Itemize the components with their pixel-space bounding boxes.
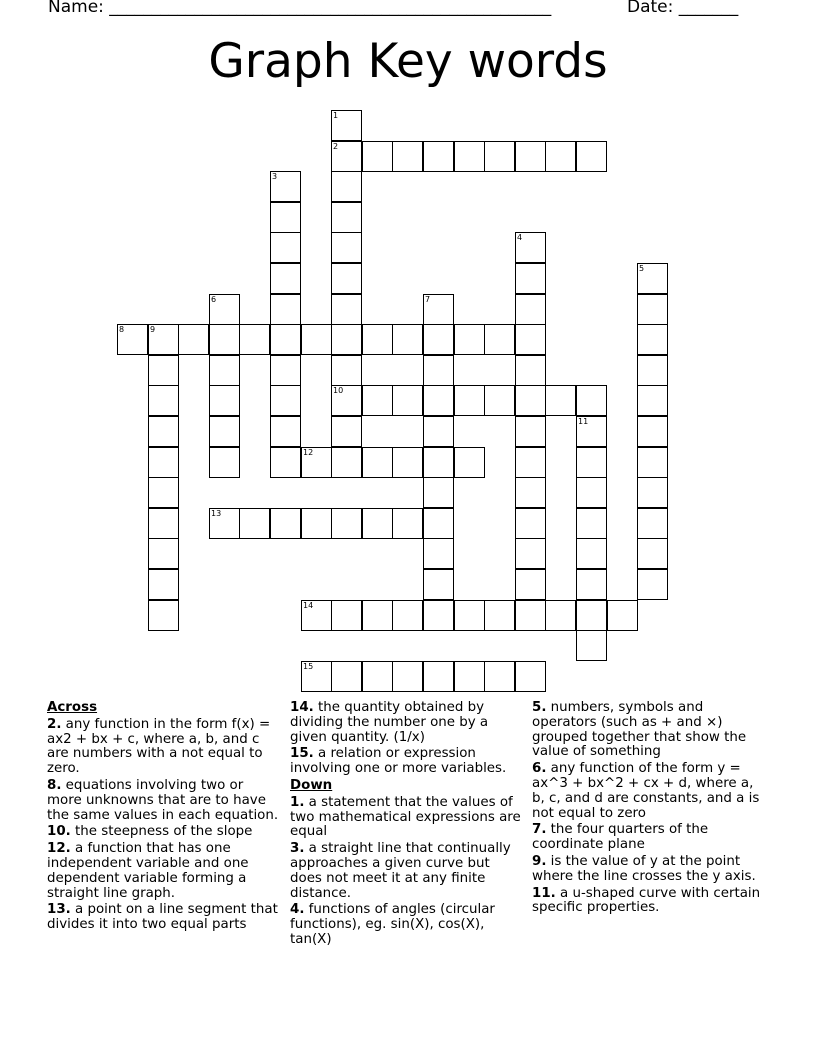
crossword-cell[interactable]: [148, 447, 179, 478]
clue-number: 2: [333, 142, 339, 151]
crossword-cell[interactable]: [362, 661, 393, 692]
crossword-cell[interactable]: [239, 508, 270, 539]
crossword-cell[interactable]: [576, 600, 607, 631]
crossword-cell[interactable]: [545, 385, 576, 416]
crossword-cell[interactable]: [301, 661, 332, 692]
clue-text: a u-shaped curve with certain specific properties.: [532, 885, 761, 916]
crossword-cell[interactable]: [148, 385, 179, 416]
crossword-cell[interactable]: [209, 324, 240, 355]
clue-number: 14: [303, 601, 314, 610]
clue-text: equations involving two or more unknowns that are to have the same values in each equation.: [47, 777, 279, 823]
clue-number-label: 14.: [290, 700, 314, 715]
crossword-cell[interactable]: [454, 385, 485, 416]
clue-item: [47, 842, 281, 901]
crossword-cell[interactable]: [392, 385, 423, 416]
clue-number: 3: [272, 172, 278, 181]
clue-number: 11: [578, 417, 589, 426]
name-field-label: Name: ____________________________________________________: [48, 0, 552, 17]
crossword-cell[interactable]: [362, 141, 393, 172]
crossword-cell[interactable]: [423, 477, 454, 508]
crossword-cell[interactable]: [301, 600, 332, 631]
crossword-cell[interactable]: [637, 416, 668, 447]
crossword-cell[interactable]: [484, 324, 515, 355]
crossword-cell[interactable]: [331, 508, 362, 539]
crossword-cell[interactable]: [423, 447, 454, 478]
crossword-cell[interactable]: [637, 385, 668, 416]
clue-number-label: 4.: [290, 902, 305, 918]
crossword-cell[interactable]: [270, 232, 301, 263]
clue-item: [290, 842, 524, 901]
clue-text: a straight line that continually approaches a given curve but does not meet it at any finite distance.: [290, 841, 511, 901]
clue-number-label: 11.: [532, 885, 556, 901]
clue-item: [290, 903, 524, 947]
crossword-cell[interactable]: [270, 263, 301, 294]
crossword-cell[interactable]: [423, 538, 454, 569]
clue-number: 12: [303, 448, 314, 457]
crossword-cell[interactable]: [423, 385, 454, 416]
clue-item: [290, 747, 524, 777]
page-title: Graph Key words: [208, 34, 608, 89]
crossword-cell[interactable]: [392, 324, 423, 355]
crossword-cell[interactable]: [484, 661, 515, 692]
crossword-cell[interactable]: [392, 661, 423, 692]
crossword-cell[interactable]: [148, 477, 179, 508]
clue-text: functions of angles (circular functions), eg. sin(X), cos(X), tan(X): [290, 902, 495, 947]
crossword-cell[interactable]: [331, 171, 362, 202]
crossword-cell[interactable]: [392, 508, 423, 539]
crossword-cell[interactable]: [331, 141, 362, 172]
crossword-cell[interactable]: [637, 263, 668, 294]
clue-number-label: 8.: [47, 777, 62, 793]
clue-number: 5: [639, 264, 645, 273]
clue-text: numbers, symbols and operators (such as + and ×) grouped together that show the value of something: [532, 700, 747, 760]
crossword-cell[interactable]: [576, 508, 607, 539]
crossword-cell[interactable]: [576, 141, 607, 172]
crossword-cell[interactable]: [331, 416, 362, 447]
clue-text: any function in the form f(x) = ax2 + bx + c, where a, b, and c are numbers with a not equal to zero.: [47, 716, 271, 777]
crossword-cell[interactable]: [515, 263, 546, 294]
crossword-cell[interactable]: [515, 600, 546, 631]
clue-number-label: 1.: [290, 794, 305, 810]
crossword-cell[interactable]: [423, 324, 454, 355]
clue-column-3: [532, 701, 766, 918]
crossword-cell[interactable]: [515, 294, 546, 325]
crossword-cell[interactable]: [331, 232, 362, 263]
crossword-cell[interactable]: [239, 324, 270, 355]
clue-number-label: 5.: [532, 700, 547, 715]
crossword-cell[interactable]: [148, 600, 179, 631]
crossword-cell[interactable]: [331, 324, 362, 355]
crossword-cell[interactable]: [423, 508, 454, 539]
crossword-cell[interactable]: [331, 263, 362, 294]
clue-number: 9: [150, 325, 156, 334]
clue-number-label: 13.: [47, 902, 71, 918]
crossword-cell[interactable]: [270, 324, 301, 355]
crossword-cell[interactable]: [515, 661, 546, 692]
crossword-cell[interactable]: [331, 447, 362, 478]
clue-item: [47, 718, 281, 777]
crossword-cell[interactable]: [637, 477, 668, 508]
crossword-cell[interactable]: [545, 141, 576, 172]
crossword-cell[interactable]: [148, 538, 179, 569]
crossword-cell[interactable]: [576, 416, 607, 447]
crossword-cell[interactable]: [362, 385, 393, 416]
down-heading: Down: [290, 777, 333, 793]
crossword-cell[interactable]: [331, 202, 362, 233]
crossword-cell[interactable]: [331, 294, 362, 325]
crossword-cell[interactable]: [576, 447, 607, 478]
across-heading: Across: [47, 700, 98, 715]
clue-text: the four quarters of the coordinate plane: [532, 822, 709, 853]
crossword-cell[interactable]: [148, 569, 179, 600]
crossword-cell[interactable]: [331, 600, 362, 631]
crossword-cell[interactable]: [637, 538, 668, 569]
crossword-cell[interactable]: [515, 538, 546, 569]
crossword-cell[interactable]: [270, 508, 301, 539]
crossword-cell[interactable]: [209, 447, 240, 478]
crossword-cell[interactable]: [454, 447, 485, 478]
crossword-cell[interactable]: [515, 385, 546, 416]
crossword-cell[interactable]: [515, 355, 546, 386]
crossword-cell[interactable]: [484, 385, 515, 416]
clue-text: a function that has one independent variable and one dependent variable forming a straight line graph.: [47, 841, 249, 901]
clue-item: [290, 796, 524, 840]
clue-column-2: [290, 701, 524, 950]
crossword-cell[interactable]: [117, 324, 148, 355]
crossword-cell[interactable]: [576, 569, 607, 600]
clue-text: a statement that the values of two mathematical expressions are equal: [290, 794, 521, 840]
crossword-cell[interactable]: [148, 355, 179, 386]
crossword-cell[interactable]: [270, 385, 301, 416]
clue-text: is the value of y at the point where the line crosses the y axis.: [532, 853, 756, 884]
crossword-cell[interactable]: [148, 324, 179, 355]
crossword-cell[interactable]: [637, 294, 668, 325]
crossword-cell[interactable]: [423, 416, 454, 447]
crossword-cell[interactable]: [515, 569, 546, 600]
crossword-cell[interactable]: [392, 141, 423, 172]
crossword-cell[interactable]: [148, 416, 179, 447]
crossword-cell[interactable]: [301, 447, 332, 478]
crossword-cell[interactable]: [454, 141, 485, 172]
crossword-cell[interactable]: [515, 324, 546, 355]
clue-number: 1: [333, 111, 339, 120]
crossword-cell[interactable]: [270, 447, 301, 478]
clue-item: [532, 855, 766, 885]
crossword-cell[interactable]: [607, 600, 638, 631]
clue-number: 15: [303, 662, 314, 671]
crossword-cell[interactable]: [637, 355, 668, 386]
crossword-cell[interactable]: [515, 508, 546, 539]
crossword-cell[interactable]: [637, 324, 668, 355]
crossword-cell[interactable]: [576, 630, 607, 661]
crossword-cell[interactable]: [423, 661, 454, 692]
crossword-cell[interactable]: [270, 171, 301, 202]
crossword-cell[interactable]: [637, 508, 668, 539]
crossword-cell[interactable]: [270, 202, 301, 233]
crossword-cell[interactable]: [423, 141, 454, 172]
clue-item: [47, 825, 281, 840]
crossword-cell[interactable]: [209, 294, 240, 325]
clue-text: the steepness of the slope: [70, 824, 253, 840]
crossword-cell[interactable]: [515, 477, 546, 508]
clue-number: 7: [425, 295, 431, 304]
crossword-cell[interactable]: [515, 141, 546, 172]
crossword-cell[interactable]: [362, 324, 393, 355]
crossword-cell[interactable]: [576, 477, 607, 508]
crossword-cell[interactable]: [148, 508, 179, 539]
crossword-cell[interactable]: [423, 569, 454, 600]
clue-number-label: 7.: [532, 822, 547, 838]
crossword-cell[interactable]: [270, 294, 301, 325]
clue-number-label: 9.: [532, 853, 547, 869]
crossword-cell[interactable]: [576, 385, 607, 416]
crossword-cell[interactable]: [454, 600, 485, 631]
clue-number-label: 2.: [47, 716, 62, 732]
clue-number-label: 12.: [47, 841, 71, 857]
crossword-cell[interactable]: [423, 355, 454, 386]
crossword-cell[interactable]: [362, 600, 393, 631]
crossword-cell[interactable]: [362, 508, 393, 539]
clue-item: [532, 762, 766, 821]
clue-number: 10: [333, 386, 344, 395]
crossword-cell[interactable]: [423, 600, 454, 631]
crossword-cell[interactable]: [209, 508, 240, 539]
clue-item: [47, 903, 281, 933]
crossword-cell[interactable]: [301, 324, 332, 355]
crossword-cell[interactable]: [392, 447, 423, 478]
clue-item: [47, 779, 281, 823]
crossword-cell[interactable]: [637, 569, 668, 600]
crossword-cell[interactable]: [637, 447, 668, 478]
clue-number: 8: [119, 325, 125, 334]
crossword-cell[interactable]: [515, 447, 546, 478]
crossword-cell[interactable]: [331, 110, 362, 141]
clue-number: 13: [211, 509, 222, 518]
crossword-cell[interactable]: [331, 355, 362, 386]
crossword-cell[interactable]: [515, 416, 546, 447]
crossword-cell[interactable]: [576, 538, 607, 569]
clue-text: a relation or expression involving one or more variables.: [290, 746, 507, 777]
clue-number-label: 6.: [532, 761, 547, 777]
crossword-cell[interactable]: [209, 385, 240, 416]
clue-item: [532, 823, 766, 853]
crossword-cell[interactable]: [209, 355, 240, 386]
clue-number-label: 15.: [290, 746, 314, 762]
clue-text: the quantity obtained by dividing the number one by a given quantity. (1/x): [290, 700, 489, 745]
crossword-cell[interactable]: [362, 447, 393, 478]
clue-number: 4: [517, 233, 523, 242]
clue-number-label: 10.: [47, 824, 71, 840]
crossword-cell[interactable]: [423, 294, 454, 325]
crossword-cell[interactable]: [270, 355, 301, 386]
crossword-cell[interactable]: [270, 416, 301, 447]
crossword-cell[interactable]: [392, 600, 423, 631]
clue-number: 6: [211, 295, 217, 304]
clue-text: a point on a line segment that divides it into two equal parts: [47, 902, 278, 933]
crossword-cell[interactable]: [178, 324, 209, 355]
crossword-cell[interactable]: [454, 661, 485, 692]
crossword-cell[interactable]: [209, 416, 240, 447]
clue-item: [290, 701, 524, 745]
crossword-cell[interactable]: [484, 141, 515, 172]
crossword-cell[interactable]: [301, 508, 332, 539]
crossword-cell[interactable]: [484, 600, 515, 631]
crossword-cell[interactable]: [454, 324, 485, 355]
crossword-cell[interactable]: [515, 232, 546, 263]
crossword-cell[interactable]: [331, 661, 362, 692]
clue-item: [532, 887, 766, 917]
crossword-cell[interactable]: [331, 385, 362, 416]
clue-text: any function of the form y = ax^3 + bx^2 + cx + d, where a, b, c, and d are constants, and a is not equal to zero: [532, 761, 760, 821]
clue-column-1: [47, 701, 281, 935]
clue-item: [532, 701, 766, 760]
clue-number-label: 3.: [290, 841, 305, 857]
crossword-cell[interactable]: [545, 600, 576, 631]
date-field-label: Date: _______: [627, 0, 739, 17]
